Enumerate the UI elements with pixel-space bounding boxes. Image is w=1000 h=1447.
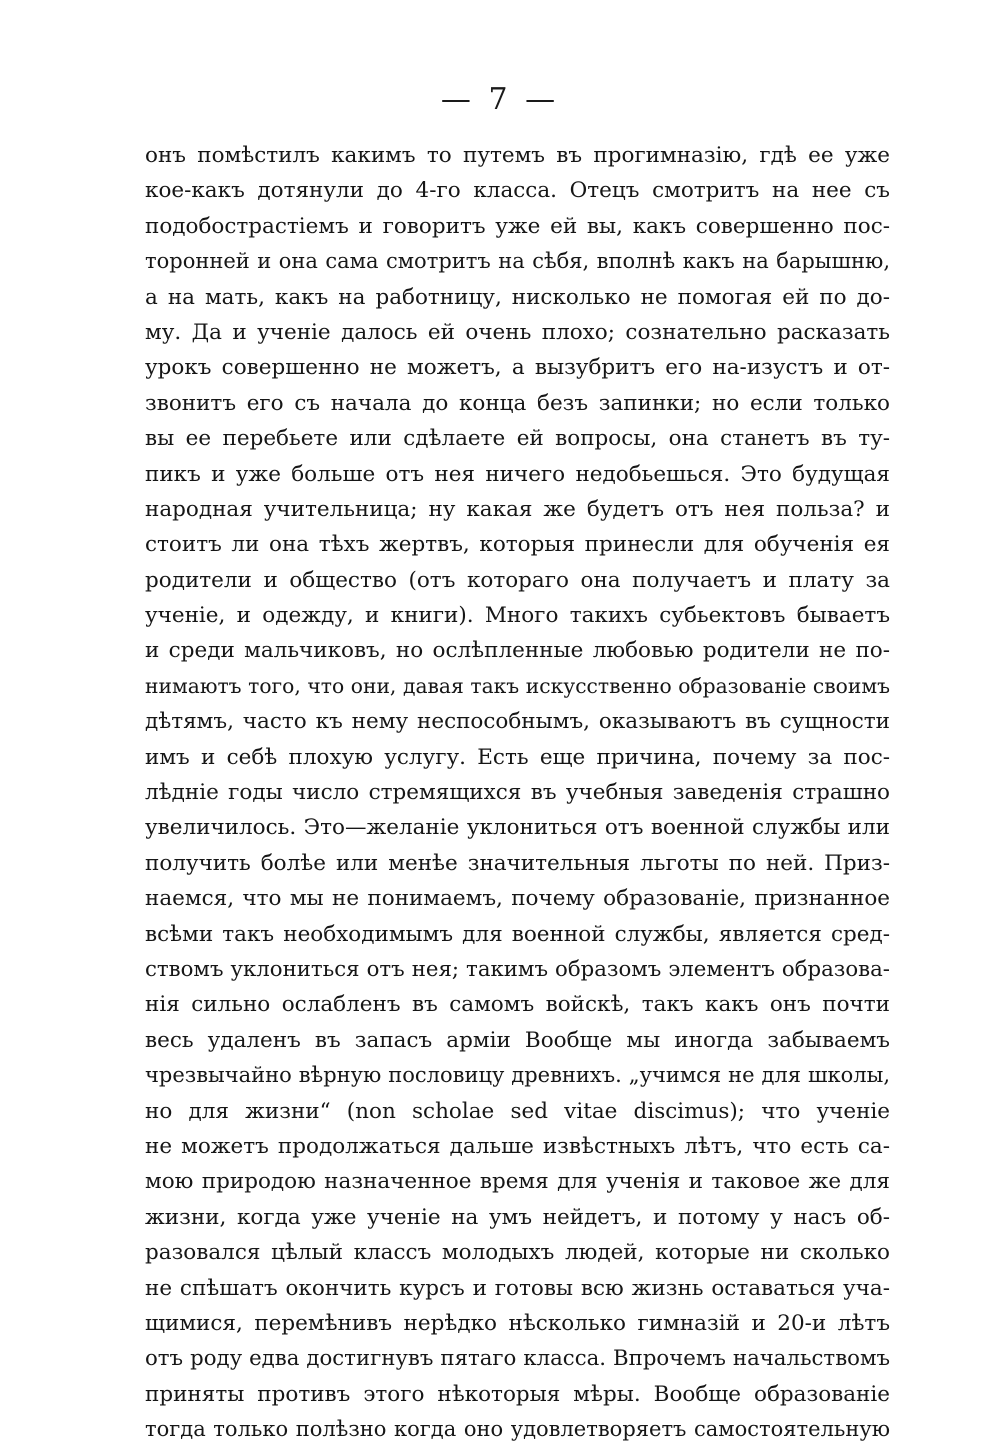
text-line: отъ роду едва достигнувъ пятаго класса. Впрочемъ начальствомъ xyxy=(145,1346,890,1372)
text-line: ствомъ уклониться отъ нея; такимъ образомъ элементъ образова- xyxy=(145,956,890,982)
text-line: получить болѣе или менѣе значительныя льготы по ней. Приз- xyxy=(145,850,890,876)
body-text xyxy=(145,138,890,1447)
text-line: и среди мальчиковъ, но ослѣпленные любовью родители не по- xyxy=(145,638,890,664)
text-line: кое-какъ дотянули до 4-го класса. Отецъ смотритъ на нее съ xyxy=(145,178,890,204)
text-line: щимися, перемѣнивъ нерѣдко нѣсколько гимназій и 20-и лѣтъ xyxy=(145,1310,890,1336)
text-line: всѣми такъ необходимымъ для военной службы, является сред- xyxy=(145,921,890,947)
text-line: народная учительница; ну какая же будетъ отъ нея польза? и xyxy=(145,496,890,522)
text-line: подобострастіемъ и говоритъ уже ей вы, какъ совершенно пос- xyxy=(145,213,890,239)
text-line: пикъ и уже больше отъ нея ничего недобьешься. Это будущая xyxy=(145,461,890,487)
text-line: нимаютъ того, что они, давая такъ искусственно образованіе своимъ xyxy=(145,673,890,698)
text-line: приняты противъ этого нѣкоторыя мѣры. Вообще образованіе xyxy=(145,1381,890,1407)
text-line: му. Да и ученіе далось ей очень плохо; сознательно расказать xyxy=(145,319,890,345)
text-line: торонней и она сама смотритъ на сѣбя, вполнѣ какъ на барышню, xyxy=(145,249,890,274)
text-line: урокъ совершенно не можетъ, а вызубритъ его на-изустъ и от- xyxy=(145,355,890,381)
text-line: тогда только полѣзно когда оно удовлетворяетъ самостоятельную xyxy=(145,1417,890,1442)
text-line: не спѣшатъ окончить курсъ и готовы всю жизнь оставаться уча- xyxy=(145,1275,890,1301)
text-line: но для жизни“ (non scholae sed vitae discimus); что ученіе xyxy=(145,1098,890,1124)
page-number: — 7 — xyxy=(440,82,560,117)
text-line: чрезвычайно вѣрную пословицу древнихъ. „учимся не для школы, xyxy=(145,1063,890,1088)
text-line: вы ее перебьете или сдѣлаете ей вопросы, она станетъ въ ту- xyxy=(145,426,890,452)
text-line: мою природою назначенное время для ученія и таковое же для xyxy=(145,1169,890,1195)
text-line: разовался цѣлый классъ молодыхъ людей, которые ни сколько xyxy=(145,1240,890,1266)
text-line: имъ и себѣ плохую услугу. Есть еще причина, почему за пос- xyxy=(145,744,890,770)
text-line: увеличилось. Это—желаніе уклониться отъ военной службы или xyxy=(145,815,890,841)
text-line: жизни, когда уже ученіе на умъ нейдетъ, и потому у насъ об- xyxy=(145,1204,890,1230)
text-line: ученіе, и одежду, и книги). Много такихъ субьектовъ бываетъ xyxy=(145,603,890,629)
text-line: родители и общество (отъ котораго она получаетъ и плату за xyxy=(145,567,890,593)
text-line: онъ помѣстилъ какимъ то путемъ въ прогимназію, гдѣ ее уже xyxy=(145,143,890,168)
text-line: не можетъ продолжаться дальше извѣстныхъ лѣтъ, что есть са- xyxy=(145,1133,890,1159)
text-line: стоитъ ли она тѣхъ жертвъ, которыя принесли для обученія ея xyxy=(145,532,890,558)
text-line: звонитъ его съ начала до конца безъ запинки; но если только xyxy=(145,390,890,416)
text-line: наемся, что мы не понимаемъ, почему образованіе, признанное xyxy=(145,886,890,912)
text-line: дѣтямъ, часто къ нему неспособнымъ, оказываютъ въ сущности xyxy=(145,709,890,735)
text-line: лѣдніе годы число стремящихся въ учебныя заведенія страшно xyxy=(145,780,890,806)
text-line: весь удаленъ въ запасъ арміи Вообще мы иногда забываемъ xyxy=(145,1027,890,1053)
text-line: нія сильно ослабленъ въ самомъ войскѣ, такъ какъ онъ почти xyxy=(145,992,890,1018)
text-line: а на мать, какъ на работницу, нисколько не помогая ей по до- xyxy=(145,284,890,310)
